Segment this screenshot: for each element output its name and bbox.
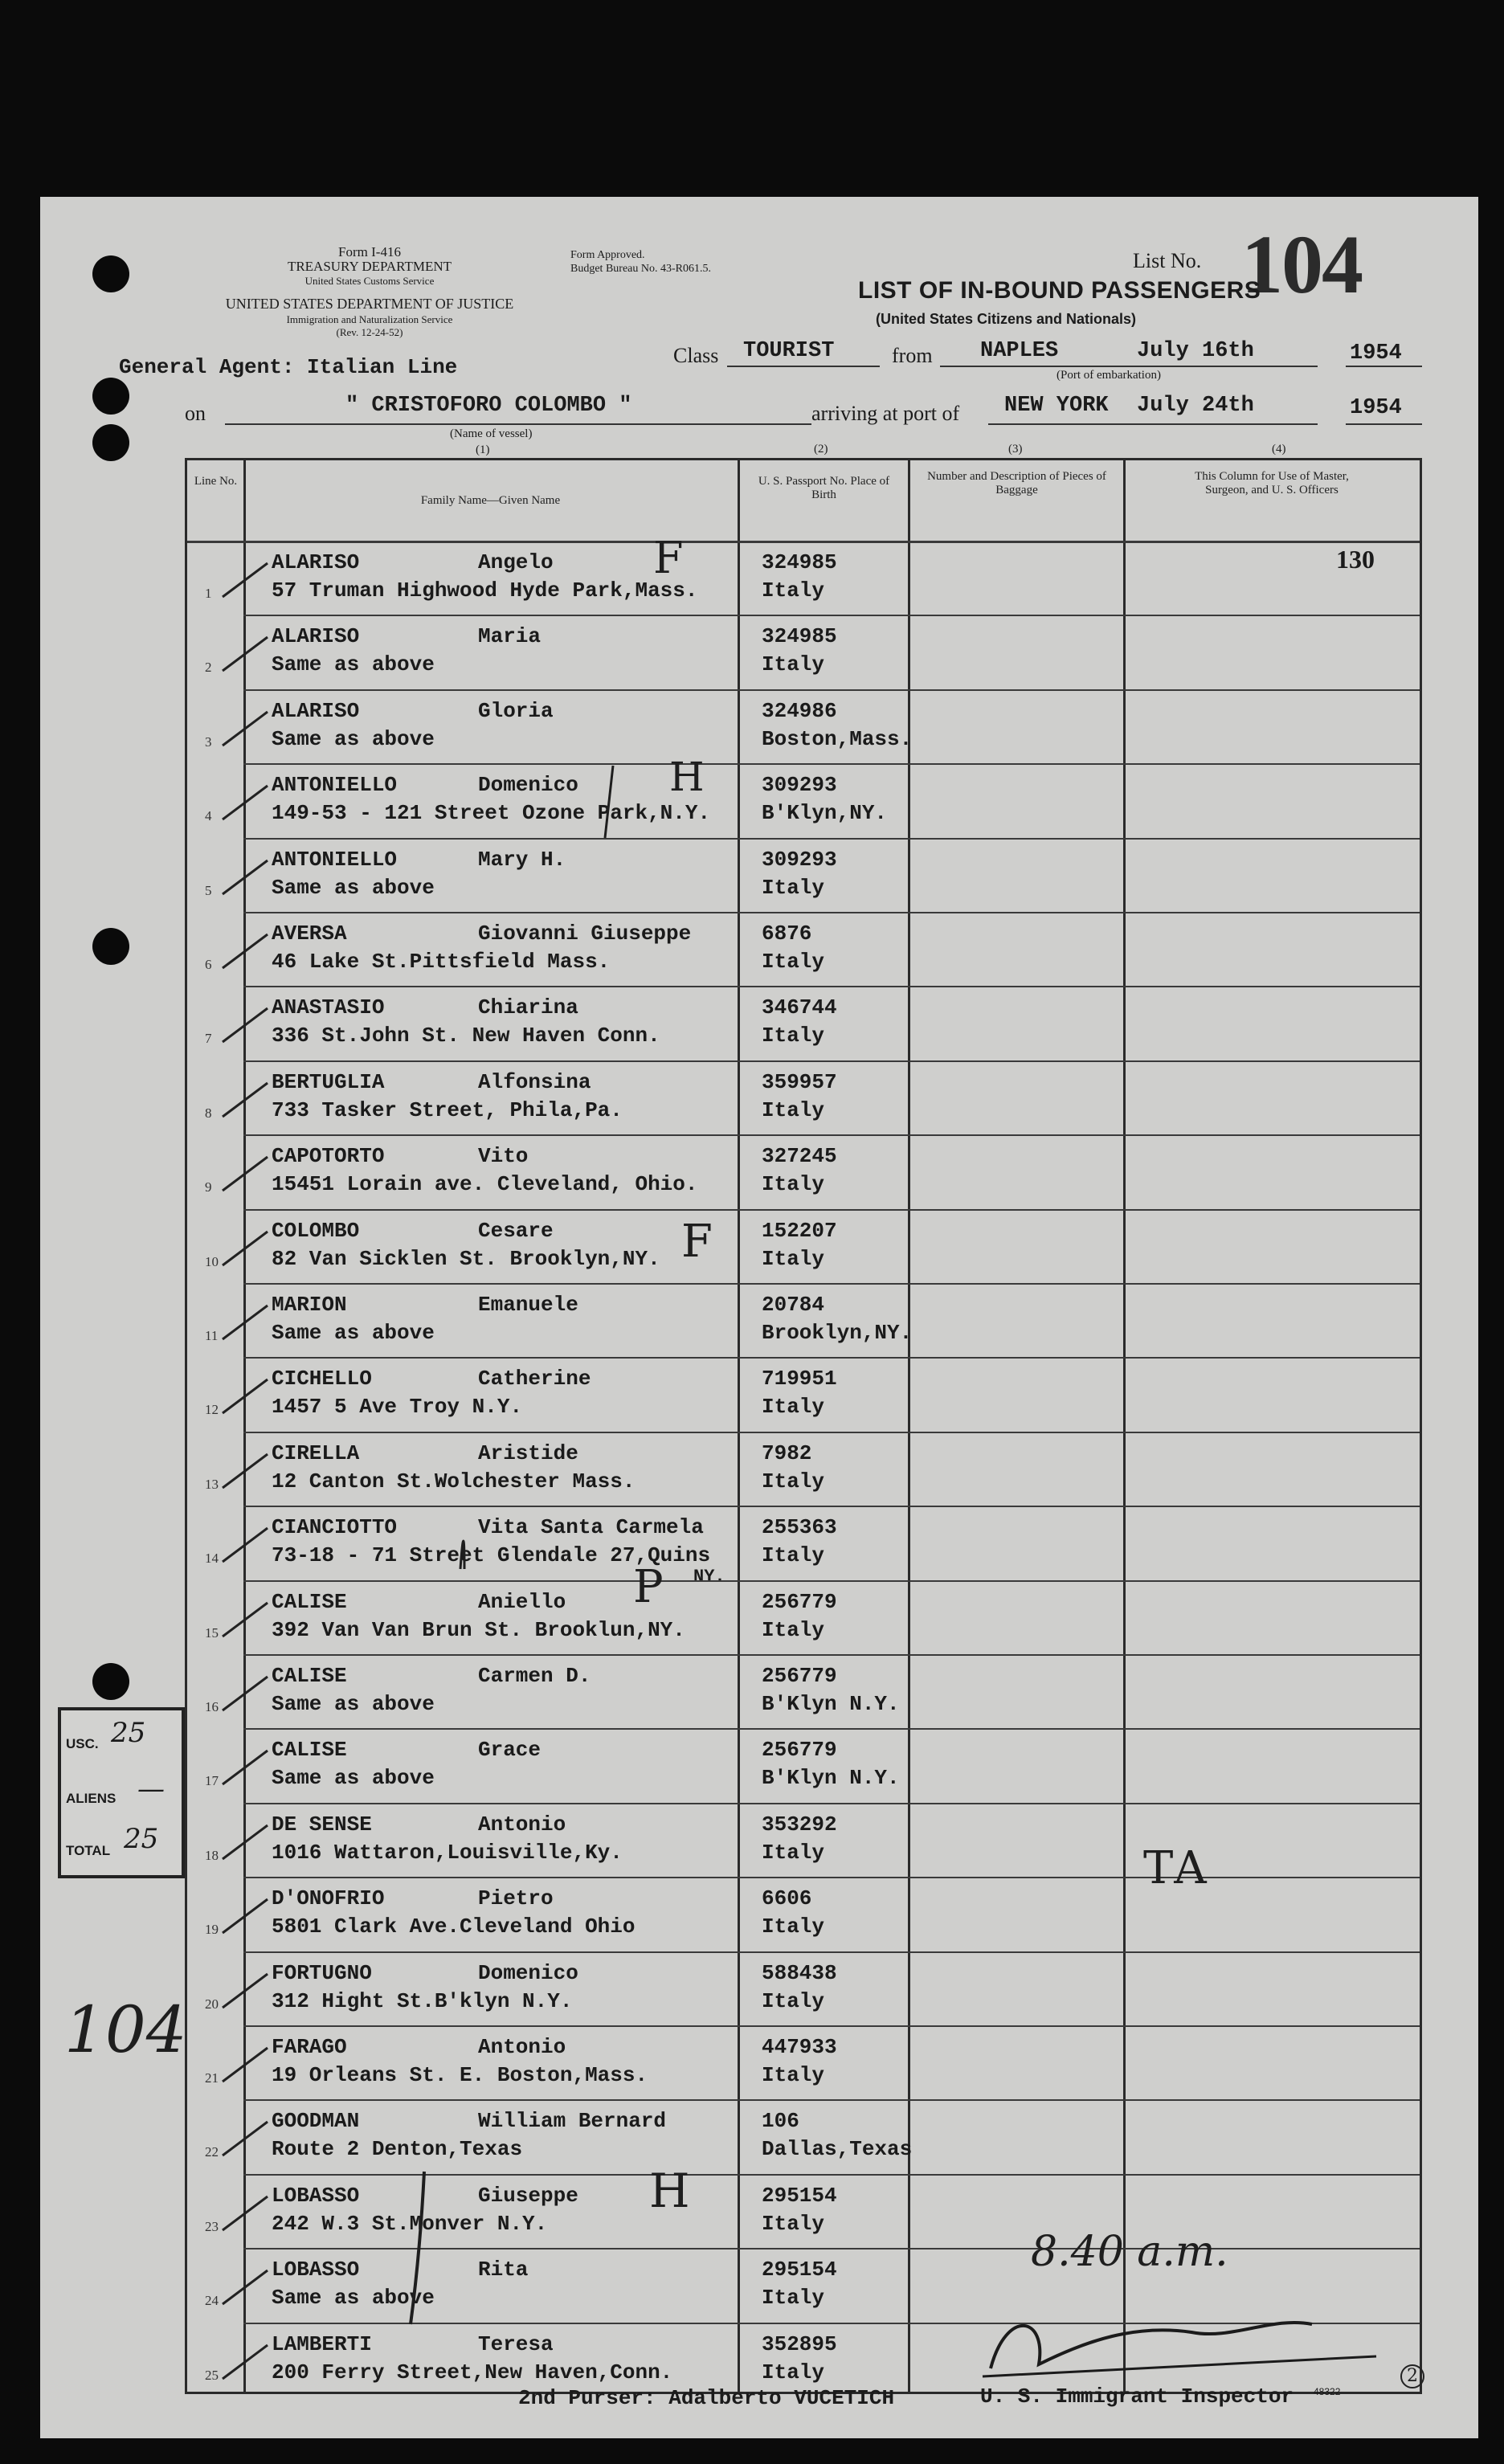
- given-name: Vito: [478, 1144, 529, 1169]
- count-stamp: [58, 1707, 185, 1878]
- list-number: 104: [1241, 219, 1362, 311]
- address: 336 St.John St. New Haven Conn.: [272, 1024, 660, 1048]
- given-name: Domenico: [478, 773, 578, 798]
- ink-strokes: [187, 460, 1424, 2397]
- passport-number: 106: [762, 2109, 799, 2134]
- vessel-rule: [225, 423, 811, 425]
- family-name: CIANCIOTTO: [272, 1515, 398, 1540]
- family-name: FORTUGNO: [272, 1960, 372, 1985]
- revision: (Rev. 12-24-52): [336, 326, 403, 338]
- family-name: CAPOTORTO: [272, 1144, 385, 1169]
- family-name: MARION: [272, 1293, 347, 1317]
- passport-number: 6876: [762, 921, 812, 946]
- line-number: 4: [205, 808, 212, 824]
- handwritten-ta: TA: [1143, 1842, 1210, 1894]
- immigration-service: Immigration and Naturalization Service: [286, 313, 453, 325]
- line-number: 7: [205, 1031, 212, 1047]
- from-port: NAPLES: [980, 339, 1059, 363]
- handwritten-f-2: F: [681, 1216, 713, 1268]
- passport-number: 719951: [762, 1367, 837, 1391]
- passport-number: 295154: [762, 2258, 837, 2282]
- given-name: Carmen D.: [478, 1664, 591, 1688]
- place-of-birth: Italy: [762, 2063, 825, 2087]
- customs-service: United States Customs Service: [304, 275, 435, 287]
- place-of-birth: Italy: [762, 1246, 825, 1271]
- punch-hole: [92, 424, 129, 461]
- line-number: 1: [205, 586, 212, 601]
- list-no-label: List No.: [1133, 249, 1202, 272]
- line-number: 12: [205, 1402, 219, 1418]
- place-of-birth: Italy: [762, 2211, 825, 2236]
- address: 312 Hight St.B'klyn N.Y.: [272, 1988, 573, 2013]
- given-name: Maria: [478, 624, 542, 649]
- punch-hole: [92, 928, 129, 965]
- family-name: ALARISO: [272, 550, 360, 574]
- justice-dept: UNITED STATES DEPARTMENT OF JUSTICE: [225, 296, 514, 312]
- passport-number: 256779: [762, 1664, 837, 1688]
- family-name: DE SENSE: [272, 1812, 372, 1837]
- family-name: ALARISO: [272, 698, 360, 723]
- line-number: 17: [205, 1773, 219, 1789]
- col-officers: This Column for Use of Master, Surgeon, and U. S. Officers: [1195, 470, 1349, 496]
- from-label: from: [892, 344, 933, 367]
- family-name: LAMBERTI: [272, 2331, 372, 2356]
- family-name: FARAGO: [272, 2035, 347, 2059]
- address: 1457 5 Ave Troy N.Y.: [272, 1395, 523, 1420]
- class-label: Class: [673, 344, 719, 367]
- place-of-birth: B'Klyn N.Y.: [762, 1692, 900, 1716]
- family-name: BERTUGLIA: [272, 1069, 385, 1094]
- arrival-year-rule: [1346, 423, 1422, 425]
- passport-number: 295154: [762, 2183, 837, 2208]
- given-name: Aniello: [478, 1589, 566, 1614]
- address: Route 2 Denton,Texas: [272, 2137, 523, 2162]
- passport-number: 359957: [762, 1069, 837, 1094]
- address: 1016 Wattaron,Louisville,Ky.: [272, 1840, 623, 1865]
- passport-number: 256779: [762, 1589, 837, 1614]
- given-name: Cesare: [478, 1218, 554, 1243]
- form-number: Form I-416: [338, 244, 401, 259]
- general-agent: General Agent: Italian Line: [119, 355, 458, 379]
- document-subtitle: (United States Citizens and Nationals): [876, 311, 1137, 327]
- print-code: 48322: [1314, 2386, 1341, 2397]
- address: Same as above: [272, 726, 435, 751]
- place-of-birth: Italy: [762, 2286, 825, 2311]
- passport-number: 7982: [762, 1440, 812, 1465]
- address: Same as above: [272, 1766, 435, 1791]
- handwritten-f-1: F: [653, 533, 684, 583]
- line-number: 18: [205, 1847, 219, 1863]
- passport-number: 324986: [762, 698, 837, 723]
- given-name: Grace: [478, 1738, 542, 1763]
- address: Same as above: [272, 875, 435, 900]
- family-name: CIRELLA: [272, 1440, 360, 1465]
- given-name: Angelo: [478, 550, 554, 574]
- form-approved: Form Approved.: [570, 249, 645, 261]
- handwritten-h-2: H: [649, 2164, 690, 2218]
- passport-number: 327245: [762, 1144, 837, 1169]
- given-name: Aristide: [478, 1440, 578, 1465]
- passport-number: 352895: [762, 2331, 837, 2356]
- embarkation-note: (Port of embarkation): [1056, 369, 1161, 382]
- place-of-birth: Italy: [762, 1617, 825, 1642]
- given-name: Antonio: [478, 1812, 566, 1837]
- on-label: on: [185, 402, 206, 425]
- passport-number: 152207: [762, 1218, 837, 1243]
- given-name: Vita Santa Carmela: [478, 1515, 704, 1540]
- purser: 2nd Purser: Adalberto VUCETICH: [518, 2386, 895, 2410]
- from-year: 1954: [1350, 341, 1402, 366]
- treasury-dept: TREASURY DEPARTMENT: [287, 259, 452, 274]
- place-of-birth: B'Klyn N.Y.: [762, 1766, 900, 1791]
- given-name: Gloria: [478, 698, 554, 723]
- arrival-date: July 24th: [1137, 394, 1254, 418]
- total-value: 25: [124, 1823, 159, 1855]
- col-baggage: Number and Description of Pieces of Baggage: [927, 470, 1106, 496]
- place-of-birth: Italy: [762, 950, 825, 974]
- address: 46 Lake St.Pittsfield Mass.: [272, 950, 611, 974]
- address: 15451 Lorain ave. Cleveland, Ohio.: [272, 1172, 698, 1197]
- given-name: Giuseppe: [478, 2183, 578, 2208]
- place-of-birth: Italy: [762, 1840, 825, 1865]
- line-number: 20: [205, 1996, 219, 2012]
- family-name: ANASTASIO: [272, 995, 385, 1020]
- given-name: Catherine: [478, 1367, 591, 1391]
- place-of-birth: Italy: [762, 1024, 825, 1048]
- line-number: 23: [205, 2218, 219, 2234]
- handwritten-h-1: H: [669, 754, 705, 800]
- given-name: Giovanni Giuseppe: [478, 921, 692, 946]
- address: 19 Orleans St. E. Boston,Mass.: [272, 2063, 648, 2087]
- passport-number: 255363: [762, 1515, 837, 1540]
- given-name: Domenico: [478, 1960, 578, 1985]
- place-of-birth: Italy: [762, 578, 825, 603]
- family-name: CALISE: [272, 1589, 347, 1614]
- address: 242 W.3 St.Monver N.Y.: [272, 2211, 548, 2236]
- line-number: 22: [205, 2144, 219, 2160]
- col-num-3: (3): [1008, 443, 1023, 456]
- class-rule: [727, 366, 880, 367]
- place-of-birth: Italy: [762, 1395, 825, 1420]
- passport-number: 20784: [762, 1293, 825, 1317]
- line-number: 10: [205, 1253, 219, 1269]
- address: 12 Canton St.Wolchester Mass.: [272, 1469, 636, 1494]
- family-name: GOODMAN: [272, 2109, 360, 2134]
- punch-hole: [92, 255, 129, 292]
- arrival-port: NEW YORK: [1004, 394, 1109, 418]
- family-name: CALISE: [272, 1664, 347, 1688]
- handwritten-p: P: [633, 1561, 664, 1613]
- address: 57 Truman Highwood Hyde Park,Mass.: [272, 578, 698, 603]
- line-number: 9: [205, 1179, 212, 1195]
- place-of-birth: Italy: [762, 652, 825, 677]
- handwritten-time: 8.40 a.m.: [1031, 2228, 1228, 2276]
- usc-value: 25: [111, 1717, 146, 1749]
- line-number: 21: [205, 2070, 219, 2086]
- address: 200 Ferry Street,New Haven,Conn.: [272, 2360, 673, 2384]
- given-name: Teresa: [478, 2331, 554, 2356]
- place-of-birth: Italy: [762, 1988, 825, 2013]
- passenger-table: [185, 443, 1422, 2394]
- document-title: LIST OF IN-BOUND PASSENGERS: [858, 277, 1261, 304]
- family-name: ALARISO: [272, 624, 360, 649]
- given-name: Emanuele: [478, 1293, 578, 1317]
- line-number: 2: [205, 660, 212, 676]
- address: Same as above: [272, 1692, 435, 1716]
- place-of-birth: B'Klyn,NY.: [762, 801, 888, 826]
- family-name: LOBASSO: [272, 2183, 360, 2208]
- arrival-rule: [988, 423, 1318, 425]
- punch-hole: [92, 1663, 129, 1700]
- from-date: July 16th: [1137, 339, 1254, 363]
- margin-number-104: 104: [64, 1992, 187, 2067]
- address: Same as above: [272, 652, 435, 677]
- place-of-birth: Italy: [762, 1543, 825, 1568]
- col-name: Family Name—Given Name: [420, 494, 561, 507]
- family-name: ANTONIELLO: [272, 847, 398, 872]
- immigrant-inspector: U. S. Immigrant Inspector: [980, 2384, 1294, 2409]
- line-number: 8: [205, 1105, 212, 1121]
- passport-number: 309293: [762, 847, 837, 872]
- line-number: 3: [205, 733, 212, 750]
- given-name: William Bernard: [478, 2109, 667, 2134]
- place-of-birth: Italy: [762, 875, 825, 900]
- vessel-note: (Name of vessel): [450, 427, 533, 440]
- line-number: 25: [205, 2367, 219, 2383]
- passport-number: 588438: [762, 1960, 837, 1985]
- usc-label: USC.: [66, 1736, 99, 1751]
- arrival-year: 1954: [1350, 396, 1402, 420]
- col-passport: U. S. Passport No. Place of Birth: [758, 475, 890, 501]
- address: 149-53 - 121 Street Ozone Park,N.Y.: [272, 801, 711, 826]
- address: Same as above: [272, 1321, 435, 1345]
- passport-number: 346744: [762, 995, 837, 1020]
- given-name: Alfonsina: [478, 1069, 591, 1094]
- address: 5801 Clark Ave.Cleveland Ohio: [272, 1914, 636, 1939]
- total-label: TOTAL: [66, 1843, 111, 1858]
- vessel-column-number: (1): [476, 443, 490, 456]
- aliens-label: ALIENS: [66, 1791, 116, 1806]
- family-name: AVERSA: [272, 921, 347, 946]
- given-name: Rita: [478, 2258, 529, 2282]
- place-of-birth: Italy: [762, 1172, 825, 1197]
- line-number: 24: [205, 2293, 219, 2309]
- passport-number: 256779: [762, 1738, 837, 1763]
- place-of-birth: Brooklyn,NY.: [762, 1321, 913, 1345]
- address-continued: NY.: [693, 1567, 725, 1588]
- line-number: 15: [205, 1624, 219, 1641]
- class-value: TOURIST: [743, 339, 835, 363]
- address: 82 Van Sicklen St. Brooklyn,NY.: [272, 1246, 660, 1271]
- line-number: 14: [205, 1551, 219, 1567]
- col-num-2: (2): [814, 443, 828, 456]
- col-num-4: (4): [1272, 443, 1286, 456]
- from-rule: [940, 366, 1318, 367]
- line-number: 19: [205, 1922, 219, 1938]
- place-of-birth: Italy: [762, 1097, 825, 1122]
- aliens-value: —: [137, 1773, 165, 1805]
- given-name: Mary H.: [478, 847, 566, 872]
- place-of-birth: Dallas,Texas: [762, 2137, 913, 2162]
- line-number: 5: [205, 882, 212, 898]
- family-name: D'ONOFRIO: [272, 1886, 385, 1911]
- passport-number: 6606: [762, 1886, 812, 1911]
- passport-number: 353292: [762, 1812, 837, 1837]
- from-year-rule: [1346, 366, 1422, 367]
- place-of-birth: Italy: [762, 1469, 825, 1494]
- line-number: 6: [205, 957, 212, 972]
- place-of-birth: Italy: [762, 2360, 825, 2384]
- family-name: ANTONIELLO: [272, 773, 398, 798]
- line-number: 13: [205, 1476, 219, 1492]
- address: 73-18 - 71 Street Glendale 27,Quins: [272, 1543, 711, 1568]
- col-line-no: Line No.: [194, 475, 238, 488]
- signature-circle-2: 2: [1400, 2364, 1424, 2388]
- passport-number: 447933: [762, 2035, 837, 2059]
- passport-number: 309293: [762, 773, 837, 798]
- family-name: CALISE: [272, 1738, 347, 1763]
- family-name: COLOMBO: [272, 1218, 360, 1243]
- line-number: 11: [205, 1328, 219, 1343]
- place-of-birth: Boston,Mass.: [762, 726, 913, 751]
- line-number: 16: [205, 1699, 219, 1714]
- punch-hole: [92, 378, 129, 415]
- arriving-label: arriving at port of: [811, 402, 960, 425]
- address: Same as above: [272, 2286, 435, 2311]
- given-name: Pietro: [478, 1886, 554, 1911]
- count-130: 130: [1336, 545, 1375, 574]
- passport-number: 324985: [762, 550, 837, 574]
- given-name: Antonio: [478, 2035, 566, 2059]
- family-name: CICHELLO: [272, 1367, 372, 1391]
- address: 733 Tasker Street, Phila,Pa.: [272, 1097, 623, 1122]
- vessel-name: " CRISTOFORO COLOMBO ": [345, 394, 632, 418]
- address: 392 Van Van Brun St. Brooklun,NY.: [272, 1617, 685, 1642]
- budget-bureau: Budget Bureau No. 43-R061.5.: [570, 263, 711, 275]
- place-of-birth: Italy: [762, 1914, 825, 1939]
- passport-number: 324985: [762, 624, 837, 649]
- given-name: Chiarina: [478, 995, 578, 1020]
- family-name: LOBASSO: [272, 2258, 360, 2282]
